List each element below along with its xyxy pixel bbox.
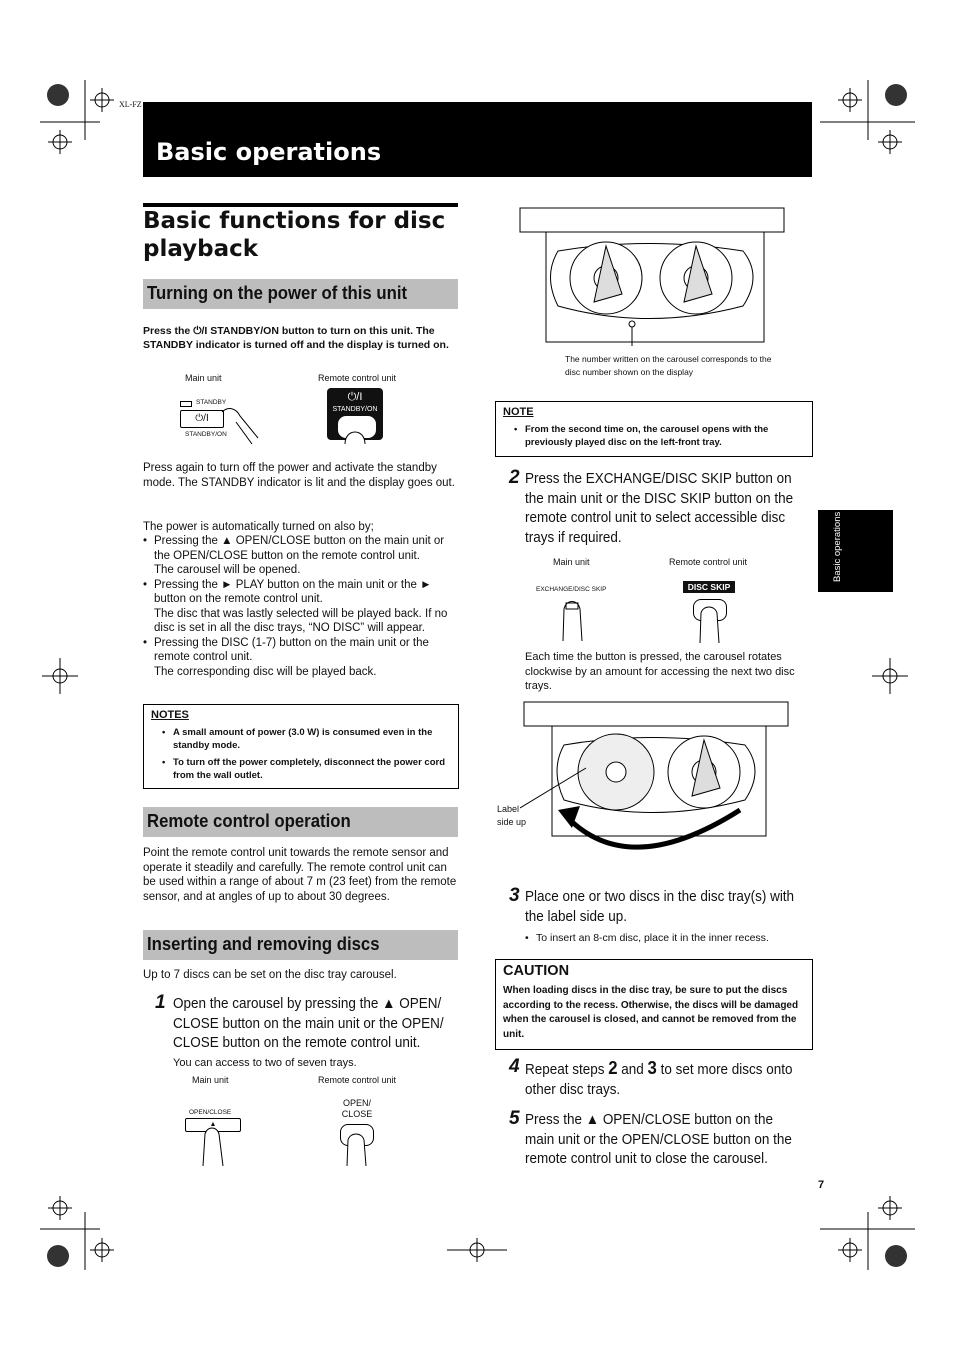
step4-and: and — [621, 1062, 644, 1078]
auto-intro-text: The power is automatically turned on also by; — [143, 521, 374, 533]
open-close-main-button[interactable]: ▲ — [185, 1118, 241, 1132]
each-time-text: Each time the button is pressed, the carousel rotates clockwise by an amount for accessing the next two disc trays. — [525, 651, 795, 692]
section-discs-heading — [143, 930, 458, 960]
discs-intro: Up to 7 discs can be set on the disc tray carousel. — [143, 969, 397, 981]
finger-icon — [344, 1130, 370, 1166]
auto-item-2 — [143, 578, 461, 636]
notes-title: NOTES — [151, 709, 189, 721]
auto-item-2-a: Pressing the — [154, 578, 218, 591]
disc-skip-label: DISC SKIP — [683, 581, 735, 593]
step4-ref-3: 3 — [647, 1058, 657, 1078]
step2-label-main: Main unit — [553, 557, 590, 567]
remote-finger-icon — [341, 420, 369, 444]
step1-label-main: Main unit — [192, 1075, 229, 1085]
open-close-main-label: OPEN/CLOSE — [189, 1109, 232, 1116]
remote-text: Point the remote control unit towards the remote sensor and operate it steadily and carefully. The remote control unit can be used within a range of about 7 m (23 feet) from the remote sensor, and at angles of up to about 30 degrees. — [143, 847, 457, 903]
notes-box — [143, 704, 459, 789]
auto-item-1 — [143, 534, 461, 578]
page-header-title: Basic operations — [156, 138, 382, 166]
exchange-label: EXCHANGE/DISC SKIP — [536, 586, 607, 593]
carousel-rotate-illustration — [520, 700, 790, 880]
note-list — [514, 423, 806, 449]
step4-b: to set more discs onto other disc trays. — [525, 1062, 793, 1098]
auto-item-1-b: OPEN/CLOSE button on the main unit or the OPEN/CLOSE button on the remote control unit. — [154, 535, 445, 562]
note-box — [495, 401, 813, 457]
notes-list — [162, 726, 450, 782]
step3-bullet: • To insert an 8-cm disc, place it in the inner recess. — [525, 931, 825, 946]
step2-label-remote: Remote control unit — [669, 557, 748, 567]
remote-standby-illustration — [327, 388, 383, 440]
power-intro — [143, 324, 458, 352]
finger-icon — [697, 603, 723, 643]
eject-icon: ▲ — [585, 1112, 600, 1128]
step5-number: 5 — [509, 1108, 520, 1129]
step2-text: Press the EXCHANGE/DISC SKIP button on the main unit or the DISC SKIP button on the remote control unit to select accessible disc trays if required. — [525, 471, 794, 546]
note-title: NOTE — [503, 406, 534, 418]
step3-bullets — [525, 931, 825, 946]
auto-list — [143, 534, 461, 679]
step5-text — [525, 1111, 804, 1170]
press-again-text: Press again to turn off the power and activate the standby mode. The STANDBY indicator is lit and the display goes out. — [143, 462, 455, 489]
step4-ref-2: 2 — [608, 1058, 618, 1078]
page-title: Basic functions for disc playback — [143, 208, 446, 262]
step5-a: Press the — [525, 1112, 582, 1128]
label-side-up: Label side up — [497, 804, 527, 827]
step4-number: 4 — [509, 1056, 520, 1077]
section-discs-heading-text: Inserting and removing discs — [147, 934, 380, 954]
step3-text: Place one or two discs in the disc tray(s) with the label side up. — [525, 889, 795, 925]
play-icon: ► — [221, 578, 233, 591]
remote-power-symbol: ⏻/I — [347, 391, 363, 403]
side-tab-label: Basic operations — [832, 511, 843, 582]
note-item-2: • To turn off the power completely, disconnect the power cord from the wall outlet. — [162, 756, 450, 782]
auto-item-2-b2: button on the remote control unit. — [154, 593, 323, 605]
step5-b: OPEN/CLOSE button on the main unit or the OPEN/CLOSE button on the remote control unit to close the carousel. — [525, 1112, 792, 1167]
open-close-remote-illustration — [334, 1098, 380, 1166]
step2-number: 2 — [509, 467, 520, 488]
standby-label: STANDBY — [196, 399, 227, 406]
play-icon: ► — [420, 578, 432, 591]
power-label-main: Main unit — [185, 373, 222, 383]
finger-icon — [218, 404, 268, 444]
crop-label: XL-FZ — [119, 100, 142, 109]
step4-a: Repeat steps — [525, 1062, 605, 1078]
finger-icon — [199, 1124, 229, 1166]
step1-label-remote: Remote control unit — [318, 1075, 397, 1085]
open-close-remote-label: OPEN/ CLOSE — [341, 1098, 373, 1119]
section-remote-heading-text: Remote control operation — [147, 811, 351, 831]
auto-item-3 — [143, 636, 461, 680]
caution-title: CAUTION — [503, 963, 570, 979]
auto-item-2-b: PLAY button on the main unit or the — [235, 578, 417, 591]
section-power-heading-text: Turning on the power of this unit — [147, 283, 408, 303]
disc-skip-remote-illustration — [683, 581, 737, 643]
note-item-1: • A small amount of power (3.0 W) is consumed even in the standby mode. — [162, 726, 450, 752]
caution-text: When loading discs in the disc tray, be sure to put the discs according to the recess. Otherwise, the discs will be damaged when the carousel is closed, and cannot be removed from the unit. — [503, 985, 799, 1040]
caution-box — [495, 959, 813, 1050]
note-item: • From the second time on, the carousel opens with the previously played disc on the left-front tray. — [514, 423, 806, 449]
step3-number: 3 — [509, 885, 520, 906]
main-standby-illustration — [178, 394, 268, 444]
auto-item-3-c: The corresponding disc will be played back. — [154, 665, 377, 678]
standby-on-label: STANDBY/ON — [185, 431, 227, 438]
eject-icon: ▲ — [221, 535, 233, 547]
power-label-remote: Remote control unit — [318, 373, 397, 383]
finger-icon — [560, 599, 586, 641]
step1-text — [173, 995, 452, 1054]
eject-icon: ▲ — [382, 996, 396, 1012]
power-intro-a: Press the — [143, 325, 191, 337]
remote-standby-label: STANDBY/ON — [332, 406, 378, 413]
step1-number: 1 — [155, 992, 166, 1013]
step4-text — [525, 1059, 804, 1100]
exchange-main-illustration — [536, 585, 626, 641]
auto-item-3-a: Pressing the DISC (1-7) button on the main unit or the remote control unit. — [154, 636, 429, 663]
section-power-heading — [143, 279, 458, 309]
power-symbol-icon: ⏻/I — [193, 325, 208, 337]
carousel-illustration — [518, 206, 788, 346]
step1-sub: You can access to two of seven trays. — [173, 1057, 357, 1069]
section-remote-heading — [143, 807, 458, 837]
side-tab — [818, 510, 893, 592]
open-close-main-illustration — [185, 1100, 255, 1166]
auto-item-2-c: The disc that was lastly selected will be played back. If no disc is set in all the disc trays, “NO DISC” will appear. — [154, 607, 448, 634]
page-number: 7 — [818, 1179, 825, 1191]
step1-a: Open the carousel by pressing the — [173, 996, 379, 1012]
step1-b: OPEN/ CLOSE button on the main unit or the OPEN/ CLOSE button on the remote control unit. — [173, 996, 444, 1051]
standby-indicator — [180, 401, 192, 407]
auto-item-1-c: The carousel will be opened. — [154, 564, 301, 576]
power-intro-b: STANDBY/ON button to turn on this unit. The STANDBY indicator is turned off and the display is turned on. — [143, 325, 449, 351]
carousel-caption: The number written on the carousel corresponds to the disc number shown on the display — [565, 354, 772, 377]
main-standby-button[interactable]: ⏻/I — [180, 410, 224, 428]
auto-item-1-a: Pressing the — [154, 535, 218, 547]
